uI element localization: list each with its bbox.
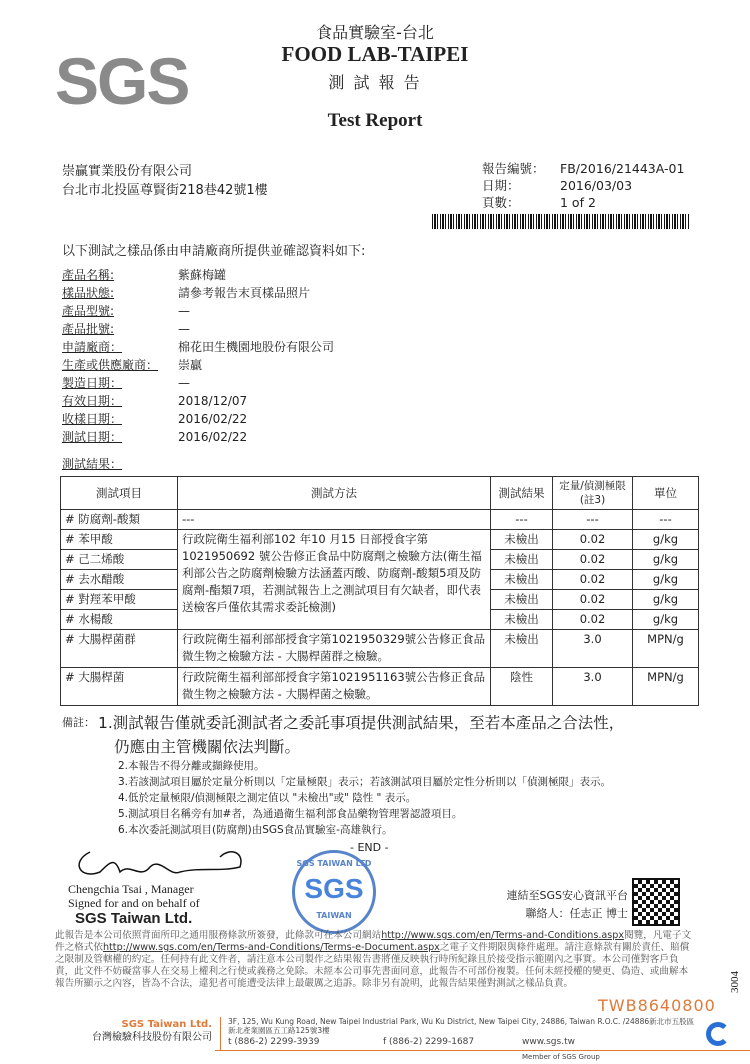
- field-value: 2016/02/22: [178, 412, 248, 426]
- result-cell: 未檢出: [491, 630, 553, 668]
- sgs-c-mark-icon: [706, 1022, 730, 1046]
- footer-website[interactable]: www.sgs.tw: [522, 1037, 575, 1047]
- unit-cell: g/kg: [633, 550, 699, 570]
- unit-cell: g/kg: [633, 570, 699, 590]
- unit-cell: MPN/g: [633, 630, 699, 668]
- field-label: 樣品狀態:: [62, 286, 115, 300]
- report-no-label: 報告編號：: [482, 161, 545, 176]
- limit-cell: 0.02: [553, 590, 633, 610]
- field-label: 產品批號:: [62, 322, 115, 336]
- table-row: [61, 668, 699, 706]
- note-item: 6.本次委託測試項目(防腐劑)由SGS食品實驗室-高雄執行。: [118, 824, 393, 836]
- results-title: 測試結果：: [62, 457, 123, 471]
- item-cell: # 防腐劑-酸類: [61, 510, 178, 530]
- field-value: —: [178, 322, 190, 336]
- sample-field-row: [62, 392, 462, 410]
- unit-cell: g/kg: [633, 530, 699, 550]
- method-cell: 行政院衛生福利部部授食字第1021951163號公告修正食品微生物之檢驗方法 - 大腸桿菌之檢驗。: [178, 668, 491, 706]
- signer-name: Chengchia Tsai , Manager: [68, 882, 194, 896]
- sample-field-row: [62, 266, 462, 284]
- item-cell: # 苯甲酸: [61, 530, 178, 550]
- lab-name-en: FOOD LAB-TAIPEI: [281, 42, 469, 66]
- method-cell: ---: [178, 510, 491, 530]
- sample-field-row: [62, 338, 462, 356]
- col-header-item: 測試項目: [61, 477, 178, 510]
- report-info: [482, 160, 684, 211]
- method-cell: 行政院衛生福利部102 年10 月15 日部授食字第1021950692 號公告修正食品中防腐劑之檢驗方法(衛生福利部公告之防腐劑檢驗方法涵蓋丙酸、防腐劑-酸類5項及防腐劑-酯類7項，若測試報告上之測試項目有欠缺者，即代表送檢客戶僅依其需求委託檢測): [178, 530, 491, 630]
- unit-cell: g/kg: [633, 590, 699, 610]
- col-header-unit: 單位: [633, 477, 699, 510]
- footer-line: [215, 1050, 750, 1051]
- limit-cell: 3.0: [553, 630, 633, 668]
- item-cell: # 水楊酸: [61, 610, 178, 630]
- sample-field-row: [62, 302, 462, 320]
- footer-address: 3F, 125, Wu Kung Road, New Taipei Industrial Park, Wu Ku District, New Taipei City, 24886, Taiwan R.O.C. /24886新北市五股區新北產業園區五工路125號3樓: [228, 1017, 695, 1035]
- sample-fields: [62, 266, 462, 446]
- disclaimer: [55, 930, 695, 990]
- e-document-terms-link[interactable]: http://www.sgs.com/en/Terms-and-Conditions/Terms-e-Document.aspx: [102, 942, 440, 953]
- table-header-row: [61, 477, 699, 510]
- client-name: 崇贏實業股份有限公司: [62, 164, 193, 179]
- field-value: 紫蘇梅罐: [178, 268, 227, 282]
- end-marker: - END -: [350, 841, 389, 854]
- note-1b: 仍應由主管機關依法判斷。: [114, 738, 301, 756]
- date-label: 日期：: [482, 178, 520, 193]
- item-cell: # 大腸桿菌群: [61, 630, 178, 668]
- stamp-logo: SGS: [304, 873, 364, 904]
- limit-cell: 0.02: [553, 570, 633, 590]
- result-cell: 未檢出: [491, 570, 553, 590]
- side-code: 3004: [729, 971, 741, 993]
- item-cell: # 去水醋酸: [61, 570, 178, 590]
- field-value: 請參考報告末頁樣品照片: [178, 286, 311, 300]
- sample-field-row: [62, 428, 462, 446]
- company-stamp: [292, 850, 376, 934]
- disclaimer-text: 閱覽，凡電子文件之格式依: [55, 930, 692, 953]
- signer-company: SGS Taiwan Ltd.: [75, 910, 193, 927]
- method-cell: 行政院衛生福利部部授食字第1021950329號公告修正食品微生物之檢驗方法 - 大腸桿菌群之檢驗。: [178, 630, 491, 668]
- disclaimer-text: 此報告是本公司依照背面所印之通用服務條款所簽發，此條款可在本公司網站: [55, 930, 382, 941]
- results-table: [60, 476, 699, 706]
- field-value: —: [178, 304, 190, 318]
- contact-person: 聯絡人：任志正 博士: [525, 907, 628, 920]
- sgs-logo: SGS: [55, 44, 189, 118]
- table-row: [61, 510, 699, 530]
- terms-link[interactable]: http://www.sgs.com/en/Terms-and-Conditions.aspx: [381, 930, 625, 941]
- field-label: 有效日期：: [62, 394, 123, 408]
- member-of-sgs: Member of SGS Group: [522, 1053, 600, 1061]
- result-cell: 未檢出: [491, 590, 553, 610]
- item-cell: # 己二烯酸: [61, 550, 178, 570]
- sample-field-row: [62, 356, 462, 374]
- footer-company-en: SGS Taiwan Ltd.: [121, 1019, 212, 1030]
- limit-cell: 3.0: [553, 668, 633, 706]
- field-label: 生產或供應廠商：: [62, 358, 159, 372]
- col-header-method: 測試方法: [178, 477, 491, 510]
- item-cell: # 大腸桿菌: [61, 668, 178, 706]
- barcode: [432, 214, 690, 229]
- contact-link-text: 連結至SGS安心資訊平台: [506, 889, 628, 902]
- note-item: 3.若該測試項目屬於定量分析則以「定量極限」表示；若該測試項目屬於定性分析則以「偵測極限」表示。: [118, 776, 612, 788]
- field-value: —: [178, 376, 190, 390]
- limit-cell: 0.02: [553, 550, 633, 570]
- field-label: 製造日期：: [62, 376, 123, 390]
- result-cell: 未檢出: [491, 550, 553, 570]
- sample-field-row: [62, 284, 462, 302]
- signer: [68, 882, 200, 910]
- lab-name-zh: 食品實驗室-台北: [316, 23, 434, 42]
- field-value: 崇贏: [178, 358, 203, 372]
- footer-company: [60, 1018, 212, 1044]
- sample-field-row: [62, 374, 462, 392]
- col-header-result: 測試結果: [491, 477, 553, 510]
- stamp-text: SGS TAIWAN LTD: [296, 859, 372, 868]
- limit-cell: 0.02: [553, 530, 633, 550]
- signed-on-behalf: Signed for and on behalf of: [68, 896, 200, 910]
- signature-image: [70, 842, 270, 882]
- footer-divider: [220, 1017, 221, 1051]
- report-title-zh: 測 試 報 告: [328, 73, 422, 92]
- field-value: 棉花田生機園地股份有限公司: [178, 340, 335, 354]
- report-title-en: Test Report: [327, 110, 423, 131]
- sample-field-row: [62, 410, 462, 428]
- pages-label: 頁數：: [482, 195, 520, 210]
- qr-code[interactable]: [634, 880, 678, 924]
- field-label: 收樣日期：: [62, 412, 123, 426]
- unit-cell: MPN/g: [633, 668, 699, 706]
- field-label: 產品型號:: [62, 304, 115, 318]
- field-value: 2018/12/07: [178, 394, 248, 408]
- unit-cell: ---: [633, 510, 699, 530]
- unit-cell: g/kg: [633, 610, 699, 630]
- contact-info: [470, 887, 628, 923]
- note-item: 2.本報告不得分離或擷錄使用。: [118, 760, 265, 772]
- note-1a: 1.測試報告僅就委託測試者之委託事項提供測試結果，至若本產品之合法性，: [98, 714, 625, 732]
- footer-fax: f (886-2) 2299-1687: [383, 1037, 475, 1047]
- note-item: 4.低於定量極限/偵測極限之測定值以 "未檢出"或" 陰性 " 表示。: [118, 792, 417, 804]
- field-label: 產品名稱:: [62, 268, 115, 282]
- sample-field-row: [62, 320, 462, 338]
- field-label: 測試日期：: [62, 430, 123, 444]
- notes-prefix: 備註：: [62, 716, 95, 729]
- limit-cell: ---: [553, 510, 633, 530]
- pages: 1 of 2: [560, 195, 596, 210]
- table-row: [61, 530, 699, 550]
- field-label: 申請廠商：: [62, 340, 123, 354]
- disclaimer-text: 之電子文件期限與條件處理。請注意條款有關於責任、賠償之限制及管轄權的約定。任何持有此文件者，請注意本公司製作之結果報告書將僅反映執行時所紀錄且於接受指示範圍內之事實。本公司僅對客戶負責，此文件不妨礙當事人在交易上權利之行使或義務之免除。未經本公司事先書面同意，此報告不可部份複製。任何未經授權的變更、偽造、或曲解本報告所顯示之內容，皆為不合法，違犯者可能遭受法律上最嚴厲之追訴。除非另有說明，此報告結果僅對測試之樣品負責。: [55, 942, 690, 989]
- item-cell: # 對羥苯甲酸: [61, 590, 178, 610]
- intro-text: 以下測試之樣品係由申請廠商所提供並確認資料如下:: [62, 244, 366, 259]
- col-header-limit: 定量/偵測極限(註3): [553, 477, 633, 510]
- notes-list: [118, 758, 611, 838]
- footer-company-zh: 台灣檢驗科技股份有限公司: [92, 1032, 212, 1043]
- client-address: 台北市北投區尊賢街218巷42號1樓: [62, 183, 268, 198]
- table-row: [61, 630, 699, 668]
- result-cell: 未檢出: [491, 610, 553, 630]
- footer-tel: t (886-2) 2299-3939: [228, 1037, 320, 1047]
- result-cell: 陰性: [491, 668, 553, 706]
- result-cell: 未檢出: [491, 530, 553, 550]
- report-no: FB/2016/21443A-01: [560, 161, 685, 176]
- result-cell: ---: [491, 510, 553, 530]
- field-value: 2016/02/22: [178, 430, 248, 444]
- date: 2016/03/03: [560, 178, 633, 193]
- note-item: 5.測試項目名稱旁有加#者，為通過衛生福利部食品藥物管理署認證項目。: [118, 808, 463, 820]
- limit-cell: 0.02: [553, 610, 633, 630]
- stamp-text-bottom: TAIWAN: [316, 911, 352, 920]
- serial-number: TWB8640800: [598, 996, 716, 1015]
